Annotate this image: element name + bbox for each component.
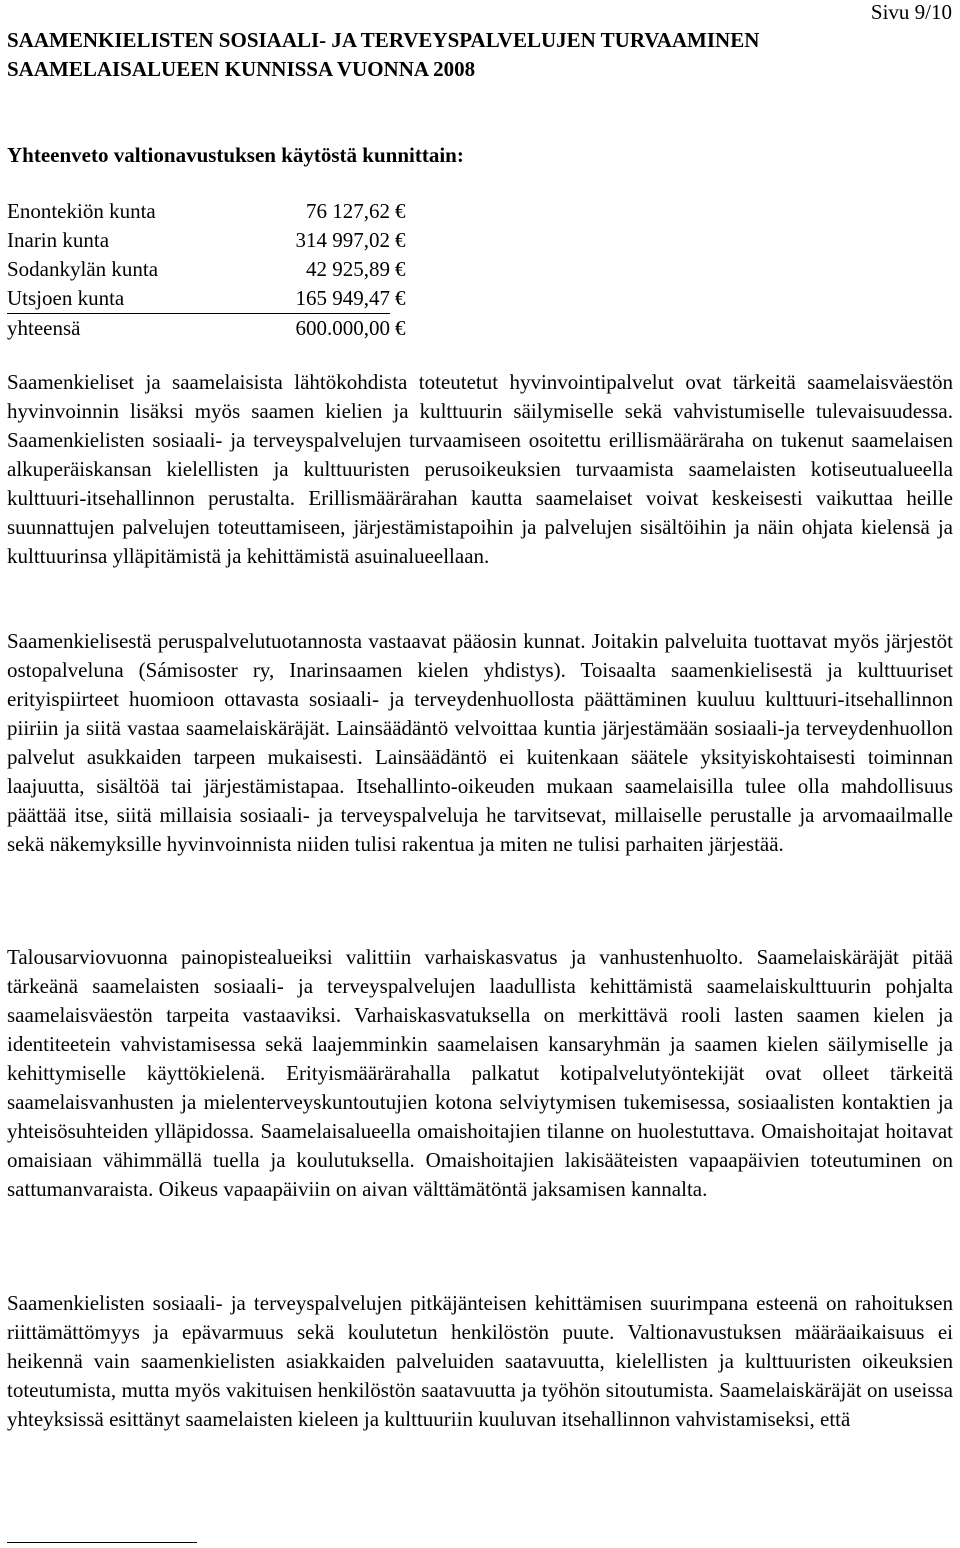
- municipality-name: Enontekiön kunta: [7, 199, 156, 223]
- total-row: [7, 314, 415, 344]
- currency-unit: €: [395, 315, 406, 340]
- funding-summary-table: [7, 197, 415, 343]
- table-row: [7, 226, 415, 255]
- currency-unit: €: [395, 286, 406, 311]
- municipality-name: Sodankylän kunta: [7, 257, 159, 281]
- body-paragraph: Saamenkielisten sosiaali- ja terveyspalvelujen pitkäjänteisen kehittämisen suurimpana esteenä on rahoituksen riittämättömyys ja epävarmuus sekä koulutetun henkilöstön puute. Valtionavustuksen määräaikaisuus ei heikennä vain saamenkielisten asiakkaiden palveluiden saatavuutta, kielellisten ja kulttuuristen oikeuksien toteutumista, mutta myös vakituisen henkilöstön saatavuutta ja työhön sitoutumista. Saamelaiskäräjät on useissa yhteyksissä esittänyt saamelaisten kieleen ja kulttuuriin kuuluvan itsehallinnon vahvistamiseksi, että: [7, 1291, 953, 1431]
- title-line-1: SAAMENKIELISTEN SOSIAALI- JA TERVEYSPALVELUJEN TURVAAMINEN: [7, 28, 760, 52]
- amount-value: 314 997,02: [295, 228, 390, 252]
- table-row: [7, 197, 415, 226]
- body-paragraph: Talousarviovuonna painopistealueiksi valittiin varhaiskasvatus ja vanhustenhuolto. Saamelaiskäräjät pitää tärkeänä saamelaisten sosiaali- ja terveyspalvelujen laadullista kehittämistä saamelaiskulttuurin pohjalta saamelaisväestön tarpeita vastaaviksi. Varhaiskasvatuksella on merkittävä rooli lasten saamen kielen ja identiteetein vahvistamisessa sekä laajemminkin saamelaisen kansaryhmän ja saamen kielen säilymiselle ja kehittymiselle käyttökielenä. Erityismäärärahalla palkatut kotipalvelutyöntekijät ovat olleet tärkeitä saamelaisvanhusten ja mielenterveyskuntoutujien kotona selviytymisen tukemisessa, sosiaalisten kontaktien ja yhteisösuhteiden ylläpidossa. Saamelaisalueella omaishoitajien tilanne on huolestuttava. Omaishoitajat hoitavat omaisiaan vähimmällä tuella ja koulutuksella. Omaishoitajien lakisääteisten vapaapäivien toteutuminen on sattumanvaraista. Oikeus vapaapäiviin on aivan välttämätöntä jaksamisen kannalta.: [7, 945, 953, 1201]
- currency-unit: €: [395, 228, 406, 252]
- total-amount: 600.000,00: [295, 316, 390, 340]
- document-title: [7, 26, 952, 84]
- body-paragraph: Saamenkieliset ja saamelaisista lähtökohdista toteutetut hyvinvointipalvelut ovat tärkeitä saamelaisväestön hyvinvoinnin lisäksi myös saamen kielien ja kulttuurin säilymiselle sekä vahvistumiselle tulevaisuudessa. Saamenkielisten sosiaali- ja terveyspalvelujen turvaamiseen osoitettu erillismääräraha on tukenut saamelaisen alkuperäiskansan kielellisten ja kulttuuristen perusoikeuksien turvaamista saamelaisten kotiseutualueella kulttuuri-itsehallinnon perustalta. Erillismäärärahan kautta saamelaiset voivat keskeisesti vaikuttaa heille suunnattujen palvelujen toteuttamiseen, järjestämistapoihin ja palvelujen sisältöihin ja näin ohjata kielensä ja kulttuurinsa ylläpitämistä ja kehittämistä asuinalueellaan.: [7, 370, 953, 568]
- amount-value: 76 127,62: [306, 199, 390, 223]
- table-row: [7, 284, 415, 314]
- body-paragraph: Saamenkielisestä peruspalvelutuotannosta vastaavat pääosin kunnat. Joitakin palveluita tuottavat myös järjestöt ostopalveluna (Sámisoster ry, Inarinsaamen kielen yhdistys). Toisaalta saamenkielisestä ja kulttuuriset erityispiirteet huomioon ottavasta sosiaali- ja terveydenhuollosta päättäminen kuuluu kulttuuri-itsehallinnon piiriin ja siitä vastaa saamelaiskäräjät. Lainsäädäntö velvoittaa kuntia järjestämään sosiaali-ja terveydenhuollon palvelut asukkaiden tarpeen mukaisesti. Lainsäädäntö ei kuitenkaan säätele yksityiskohtaisesti toiminnan laajuutta, sisältöä tai järjestämistapaa. Itsehallinto-oikeuden mukaan saamelaisilla tulee olla mahdollisuus päättää itse, siitä millaisia sosiaali- ja terveyspalveluja he tarvitsevat, millaiselle perustalle ja arvomaailmalle sekä näkemyksille hyvinvoinnista niiden tulisi rakentua ja miten ne tulisi parhaiten järjestää.: [7, 629, 953, 856]
- municipality-name: Inarin kunta: [7, 228, 110, 252]
- summary-heading: Yhteenveto valtionavustuksen käytöstä kunnittain:: [7, 143, 464, 167]
- currency-unit: €: [395, 257, 406, 281]
- municipality-name: Utsjoen kunta: [7, 284, 277, 314]
- page-number: Sivu 9/10: [870, 0, 952, 24]
- currency-unit: €: [395, 199, 406, 223]
- amount-value: 165 949,47: [277, 284, 390, 314]
- amount-value: 42 925,89: [306, 257, 390, 281]
- title-line-2: SAAMELAISALUEEN KUNNISSA VUONNA 2008: [7, 57, 476, 81]
- table-row: [7, 255, 415, 284]
- footnote-separator: [7, 1542, 197, 1543]
- total-label: yhteensä: [7, 316, 81, 340]
